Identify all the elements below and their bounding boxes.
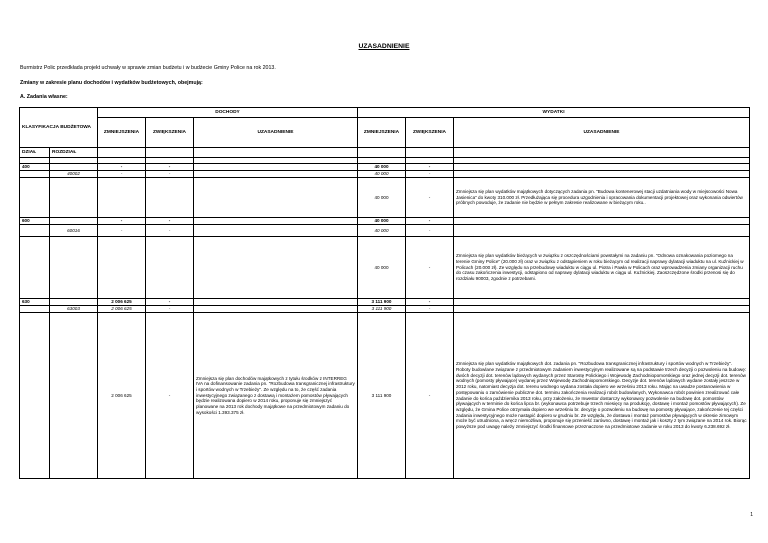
table-row <box>20 306 750 313</box>
table-cell <box>20 178 50 218</box>
table-cell <box>146 148 194 158</box>
table-cell <box>454 299 750 306</box>
section-label: A. Zadania własne: <box>20 94 68 100</box>
table-cell <box>194 164 358 171</box>
table-cell: - <box>406 218 454 225</box>
table-cell <box>50 313 98 479</box>
table-cell <box>20 237 50 299</box>
table-cell: - <box>146 218 194 225</box>
table-row <box>20 237 750 299</box>
table-cell: 3 111 900 <box>358 313 406 479</box>
page-number: 1 <box>750 512 753 518</box>
table-cell: - <box>146 299 194 306</box>
header-dzial: DZIAŁ <box>20 148 50 158</box>
table-cell: Zmniejsza się plan dochodów majątkowych z tytułu środków z INTERREG IVA na dofinansowanie zadania pn. "Rozbudowa transgranicznej infrastruktury i sportów wodnych w Trzebieży". Ze względu na to, że część zadania inwestycyjnego związanego z dostawą i montażem pomostów pływających będzie realizowana dopiero w 2014 roku, proponuje się zmniejszyć planowane na 2013 rok dochody majątkowe na przedmiotowym zadaniu do wysokości 1.393.375 zł. <box>194 313 358 479</box>
table-cell <box>194 148 358 158</box>
table-cell: - <box>146 171 194 178</box>
table-cell <box>50 237 98 299</box>
table-cell: - <box>98 164 146 171</box>
header-d-zw: ZWIĘKSZENIA <box>146 118 194 148</box>
table-cell <box>194 237 358 299</box>
header-w-zmn: ZMNIEJSZENIA <box>358 118 406 148</box>
table-cell <box>50 178 98 218</box>
table-cell: - <box>406 306 454 313</box>
table-row <box>20 299 750 306</box>
table-cell: 40 000 <box>358 237 406 299</box>
header-wydatki: WYDATKI <box>358 108 750 118</box>
table-cell: 63003 <box>50 306 98 313</box>
table-cell: - <box>146 164 194 171</box>
table-cell: 2 006 625 <box>98 306 146 313</box>
table-cell: Zmniejsza się plan wydatków majątkowych dotyczących zadania pn. "Budowa kontenerowej stacji uzdatniania wody w miejscowości Nowa Jasienica" do kwoty 310.000 zł. Przedłużająca się procedura uzgodnienia i opracowania dokumentacji projektowej oraz wykonania odwiertów próbnych powoduje, że zadanie nie będzie w pełnym zakresie realizowane w bieżącym roku.. <box>454 178 750 218</box>
table-cell <box>20 225 50 237</box>
table-cell <box>194 218 358 225</box>
table-cell: 3 111 900 <box>358 299 406 306</box>
table-cell: 40 000 <box>358 178 406 218</box>
table-cell <box>358 148 406 158</box>
header-w-uzas: UZASADNIENIE <box>454 118 750 148</box>
table-cell <box>454 171 750 178</box>
table-cell: - <box>98 218 146 225</box>
table-row <box>20 313 750 479</box>
table-cell: - <box>406 237 454 299</box>
table-cell <box>406 148 454 158</box>
header-klasyfikacja: KLASYFIKACJA BUDŻETOWA <box>20 108 98 148</box>
intro-text: Burmistrz Polic przedkłada projekt uchwały w sprawie zmian budżetu i w budżecie Gminy Police na rok 2013. <box>20 65 276 71</box>
table-cell <box>20 306 50 313</box>
table-cell <box>454 148 750 158</box>
table-cell: - <box>406 178 454 218</box>
budget-table <box>19 107 750 479</box>
table-cell: Zmniejsza się plan wydatków bieżących w związku z oszczędnościami powstałymi na zadaniu pn. "Odnowa oznakowania poziomego na terenie Gminy Police" (20.000 zł) oraz w związku z odstąpieniem w roku bieżącym od realizacji naprawy dylatacji wiaduktu na ul. Kuźnickiej w Policach (20.000 zł). Ze względu na przebudowę wiaduktu w ciągu ul. Piotra i Pawła w Policach oraz wprowadzenia zmiany organizacji ruchu do czasu zakończenia inwestycji, odstąpiono od naprawy dylatacji wiaduktu w ciągu ul. Kuźnickiej. Zaoszczędzone środki przenosi się do rozdziału 90003, zgodnie z potrzebami. <box>454 237 750 299</box>
table-cell: 40 000 <box>358 171 406 178</box>
table-cell <box>454 164 750 171</box>
table-cell <box>194 171 358 178</box>
table-cell: - <box>146 313 194 479</box>
header-w-zw: ZWIĘKSZENIA <box>406 118 454 148</box>
table-cell: - <box>406 299 454 306</box>
table-cell: - <box>406 225 454 237</box>
table-cell <box>98 148 146 158</box>
table-cell: Zmniejsza się plan wydatków majątkowych dot. zadania pn. "Rozbudowa transgranicznej infrastruktury i sportów wodnych w Trzebieży". Roboty budowlane związane z przedmiotowym zadaniem inwestycyjnym realizowane są na podstawie trzech decyzji o pozwoleniu na budowę: dwóch decyzji dot. terenów lądowych wydanych przez Starostę Polickiego i Wojewodę Zachodniopomorskiego oraz jednej decyzji dot. terenów wodnych (pomosty pływające) wydanej przez Wojewodę Zachodniopomorskiego. Decyzje dot. terenów lądowych wydane zostały jeszcze w 2012 roku, natomiast decyzja dot. terenu wodnego wydana została dopiero we wrześniu 2013 roku. Mając na uwadze postanowienia w postępowaniu o zamówienie publiczne dot. terminu zakończenia realizacji robót budowlanych, Wykonawca robót powinien zrealizować całe zadanie do końca października 2013 roku, przy założeniu, że Inwestor dostarczy wykonawcy pozwolenie na budowę dot. pomostów pływających w terminie do końca lipca br. (wykonawca potrzebuje trzech miesięcy na produkcję, dostawę i montaż pomostów pływających). Ze względu, że Gmina Police otrzymała dopiero we wrześniu br. decyzję o pozwoleniu na budowę na pomosty pływające, zakończenie tej części zadania inwestycyjnego może nastąpić dopiero w grudniu br. Ze względu, że dostawa i montaż pomostów pływających w okresie zimowym może być utrudniona, a wręcz niemożliwa, proponuje się przenieść zarówno, dostawę i montaż jak i koszty z tym związane na 2014 rok. Biorąc powyższe pod uwagę należy zmniejszyć środki finansowe przeznaczone na przedmiotowe zadanie w roku 2013 do kwoty 6.238.692 zł. <box>454 313 750 479</box>
table-cell <box>454 306 750 313</box>
table-cell: - <box>406 313 454 479</box>
table-cell <box>50 218 98 225</box>
table-cell: 2 006 625 <box>98 299 146 306</box>
table-row <box>20 171 750 178</box>
header-d-uzas: UZASADNIENIE <box>194 118 358 148</box>
subtitle-text: Zmiany w zakresie planu dochodów i wydatków budżetowych, obejmują: <box>20 80 203 86</box>
table-cell: 40 000 <box>358 164 406 171</box>
table-cell <box>146 178 194 218</box>
table-cell <box>194 178 358 218</box>
table-cell: 40 000 <box>358 225 406 237</box>
table-cell <box>194 225 358 237</box>
table-row <box>20 225 750 237</box>
table-cell: 40 000 <box>358 218 406 225</box>
table-cell: 40002 <box>50 171 98 178</box>
table-cell: - <box>146 225 194 237</box>
table-cell <box>194 299 358 306</box>
table-row <box>20 218 750 225</box>
table-cell <box>20 313 50 479</box>
table-cell <box>50 164 98 171</box>
table-cell: - <box>98 225 146 237</box>
table-cell: 3 111 900 <box>358 306 406 313</box>
table-cell: - <box>406 164 454 171</box>
table-cell <box>146 237 194 299</box>
table-cell: 630 <box>20 299 50 306</box>
table-row <box>20 178 750 218</box>
table-cell <box>454 218 750 225</box>
header-rozdzial: ROZDZIAŁ <box>50 148 98 158</box>
table-cell: 400 <box>20 164 50 171</box>
table-cell: 60016 <box>50 225 98 237</box>
table-cell: - <box>146 306 194 313</box>
table-cell <box>98 178 146 218</box>
header-dochody: DOCHODY <box>98 108 358 118</box>
table-cell <box>50 299 98 306</box>
table-row <box>20 164 750 171</box>
table-cell: - <box>98 171 146 178</box>
table-cell: 600 <box>20 218 50 225</box>
table-cell: - <box>406 171 454 178</box>
table-cell <box>194 306 358 313</box>
table-cell <box>98 237 146 299</box>
page-title: UZASADNIENIE <box>358 43 410 50</box>
table-cell <box>454 225 750 237</box>
header-d-zmn: ZMNIEJSZENIA <box>98 118 146 148</box>
table-cell: 2 006 625 <box>98 313 146 479</box>
table-cell <box>20 171 50 178</box>
